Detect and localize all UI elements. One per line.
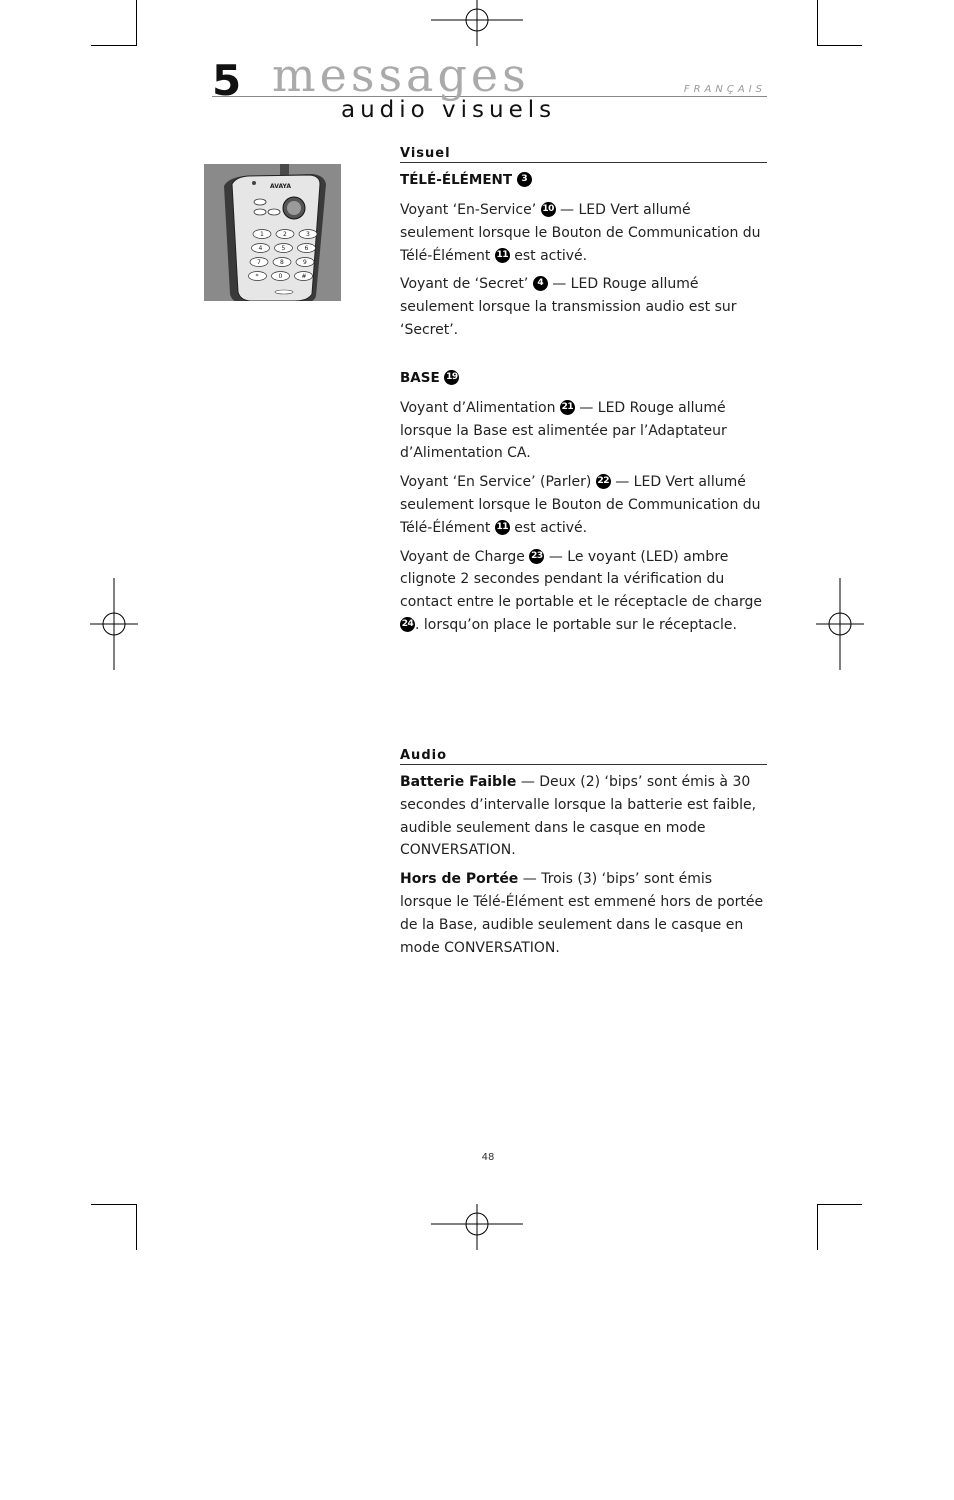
crop-mark	[817, 45, 862, 46]
list-item: Voyant de Charge 23 — Le voyant (LED) ambre clignote 2 secondes pendant la vérification du contact entre le portable et le réceptacle de charge 24 . lorsqu’on place le portable sur le réceptacle.	[400, 548, 762, 633]
registration-mark-icon	[431, 1204, 523, 1250]
callout-number: 24	[400, 617, 415, 632]
term-label: Hors de Portée	[400, 871, 519, 888]
crop-mark	[817, 1204, 818, 1250]
registration-mark-icon	[431, 0, 523, 46]
list-item: Voyant d’Alimentation 21 — LED Rouge allumé lorsque la Base est alimentée par l’Adaptateur d’Alimentation CA.	[400, 399, 727, 462]
chapter-number: 5	[212, 56, 242, 105]
crop-mark	[91, 45, 136, 46]
keypad-key-label: 2	[283, 231, 287, 238]
crop-mark	[136, 0, 137, 46]
callout-number: 11	[495, 248, 510, 263]
list-item: Voyant ‘En-Service’ 10 — LED Vert allumé seulement lorsque le Bouton de Communication du Télé-Élément 11 est activé.	[400, 202, 761, 264]
callout-number: 19	[444, 370, 459, 385]
crop-mark	[817, 1204, 862, 1205]
callout-number: 23	[529, 549, 544, 564]
keypad-key-label: 6	[304, 245, 309, 252]
crop-mark	[91, 1204, 136, 1205]
keypad-key-label: 1	[260, 231, 264, 238]
keypad-key-label: 8	[280, 259, 284, 266]
handset-illustration	[204, 164, 341, 301]
callout-number: 10	[541, 202, 556, 217]
svg-text:AVAYA: AVAYA	[270, 183, 291, 190]
keypad-key-label: 5	[281, 245, 286, 252]
base-heading: BASE	[400, 369, 440, 386]
keypad-key-label: 7	[257, 259, 261, 266]
callout-number: 4	[533, 276, 548, 291]
registration-mark-icon	[816, 578, 864, 670]
crop-mark	[817, 0, 818, 46]
keypad-key-label: 3	[306, 231, 310, 238]
page-title: messages	[272, 48, 530, 102]
section-heading: Visuel	[400, 146, 767, 163]
keypad-key-label: 4	[258, 245, 263, 252]
callout-number: 3	[517, 172, 532, 187]
keypad-key-label: #	[301, 273, 307, 280]
language-label: FRANÇAIS	[683, 84, 766, 95]
list-item: Batterie Faible — Deux (2) ‘bips’ sont émis à 30 secondes d’intervalle lorsque la batterie est faible, audible seulement dans le casque en mode CONVERSATION.	[400, 774, 757, 859]
callout-number: 21	[560, 400, 575, 415]
list-item: Hors de Portée — Trois (3) ‘bips’ sont émis lorsque le Télé-Élément est emmené hors de portée de la Base, audible seulement dans le casque en mode CONVERSATION.	[400, 871, 764, 956]
list-item: Voyant de ‘Secret’ 4 — LED Rouge allumé seulement lorsque la transmission audio est sur ‘Secret’.	[400, 276, 737, 338]
list-item: Voyant ‘En Service’ (Parler) 22 — LED Vert allumé seulement lorsque le Bouton de Communication du Télé-Élément 11 est activé.	[400, 474, 761, 536]
term-label: Batterie Faible	[400, 774, 517, 790]
keypad-key-label: 9	[303, 259, 307, 266]
audio-section	[400, 748, 767, 959]
callout-number: 11	[495, 520, 510, 535]
keypad-key-label: *	[255, 273, 259, 280]
page-number: 48	[481, 1152, 495, 1163]
section-heading: Audio	[400, 748, 767, 765]
page-subtitle: audio visuels	[341, 97, 557, 123]
handset-heading: TÉLÉ-ÉLÉMENT	[400, 172, 513, 188]
visual-section	[400, 146, 767, 637]
registration-mark-icon	[90, 578, 138, 670]
keypad-key-label: 0	[278, 273, 283, 280]
callout-number: 22	[596, 474, 611, 489]
crop-mark	[136, 1204, 137, 1250]
subsection-heading	[400, 370, 767, 386]
subsection-heading	[400, 172, 767, 188]
